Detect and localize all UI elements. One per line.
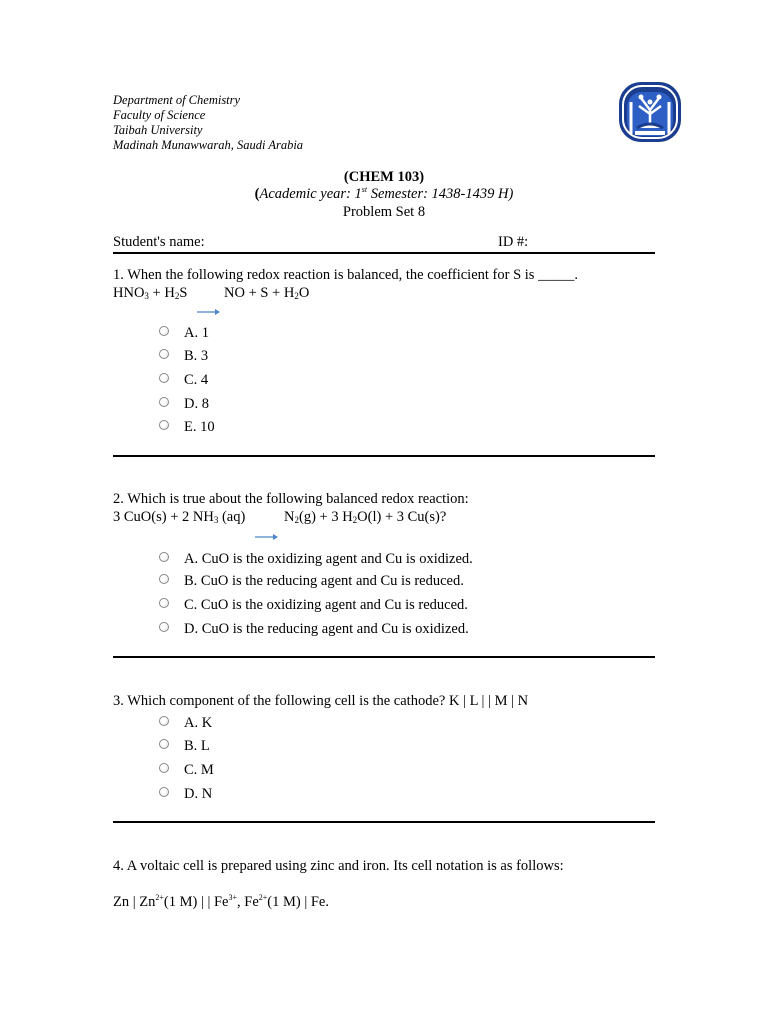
radio-button-icon[interactable] xyxy=(159,598,169,608)
student-name-label: Student's name: xyxy=(113,234,205,250)
option-q2-a[interactable]: A. CuO is the oxidizing agent and Cu is oxidized. xyxy=(159,551,473,573)
option-q3-b[interactable]: B. L xyxy=(159,738,210,760)
question-2-products: $N_2(g) + 3$ $H_2O(l) + 3$ Cu(s)? xyxy=(284,509,447,525)
divider xyxy=(113,821,655,823)
question-2-reactants: 3 CuO(s) + 2 $NH_3$ (aq) xyxy=(113,509,246,525)
question-1-reactants: $HNO_3 + H_2S$ xyxy=(113,285,188,301)
course-title: (CHEM 103) xyxy=(343,169,425,185)
option-q1-c[interactable]: C. 4 xyxy=(159,372,208,394)
department-block xyxy=(113,93,303,153)
option-q1-a[interactable]: A. 1 xyxy=(159,325,209,347)
question-4-text: 4. A voltaic cell is prepared using zinc and iron. Its cell notation is as follows: xyxy=(113,858,564,874)
radio-button-icon[interactable] xyxy=(159,574,169,584)
radio-button-icon[interactable] xyxy=(159,373,169,383)
option-q1-d[interactable]: D. 8 xyxy=(159,396,209,418)
dept-line: Taibah University xyxy=(113,123,203,137)
dept-line: Faculty of Science xyxy=(113,108,206,122)
radio-button-icon[interactable] xyxy=(159,622,169,632)
option-q3-d[interactable]: D. N xyxy=(159,786,212,808)
radio-button-icon[interactable] xyxy=(159,763,169,773)
radio-button-icon[interactable] xyxy=(159,739,169,749)
radio-button-icon[interactable] xyxy=(159,326,169,336)
option-q2-b[interactable]: B. CuO is the reducing agent and Cu is reduced. xyxy=(159,573,464,595)
dept-line: Madinah Munawwarah, Saudi Arabia xyxy=(113,138,304,152)
question-1-text: 1. When the following redox reaction is balanced, the coefficient for S is _____. xyxy=(113,267,578,283)
option-q1-e[interactable]: E. 10 xyxy=(159,419,215,441)
problem-set-title: Problem Set 8 xyxy=(342,204,426,220)
reaction-arrow-icon xyxy=(197,307,221,317)
academic-year: (Academic year: 1st Semester: 1438-1439 H) xyxy=(254,185,514,202)
radio-button-icon[interactable] xyxy=(159,349,169,359)
dept-line: Department of Chemistry xyxy=(113,93,241,107)
question-3-text: 3. Which component of the following cell is the cathode? K | L | | M | N xyxy=(113,693,529,709)
radio-button-icon[interactable] xyxy=(159,552,169,562)
question-1-products: NO + $S + H_2O$ xyxy=(224,285,310,301)
reaction-arrow-icon xyxy=(255,532,279,542)
radio-button-icon[interactable] xyxy=(159,397,169,407)
student-id-label: ID #: xyxy=(498,234,529,250)
divider xyxy=(113,252,655,254)
radio-button-icon[interactable] xyxy=(159,420,169,430)
option-q2-d[interactable]: D. CuO is the reducing agent and Cu is oxidized. xyxy=(159,621,469,643)
radio-button-icon[interactable] xyxy=(159,716,169,726)
radio-button-icon[interactable] xyxy=(159,787,169,797)
divider xyxy=(113,455,655,457)
option-q2-c[interactable]: C. CuO is the oxidizing agent and Cu is reduced. xyxy=(159,597,468,619)
university-logo xyxy=(615,76,685,146)
cell-notation: Zn | $Zn^{2+}(1$ M) | | $Fe^{3+}$, $Fe^{2+}(1$ M) | Fe. xyxy=(113,893,329,910)
option-q3-a[interactable]: A. K xyxy=(159,715,212,737)
option-q3-c[interactable]: C. M xyxy=(159,762,214,784)
question-2-text: 2. Which is true about the following balanced redox reaction: xyxy=(113,491,469,507)
divider xyxy=(113,656,655,658)
option-q1-b[interactable]: B. 3 xyxy=(159,348,208,370)
